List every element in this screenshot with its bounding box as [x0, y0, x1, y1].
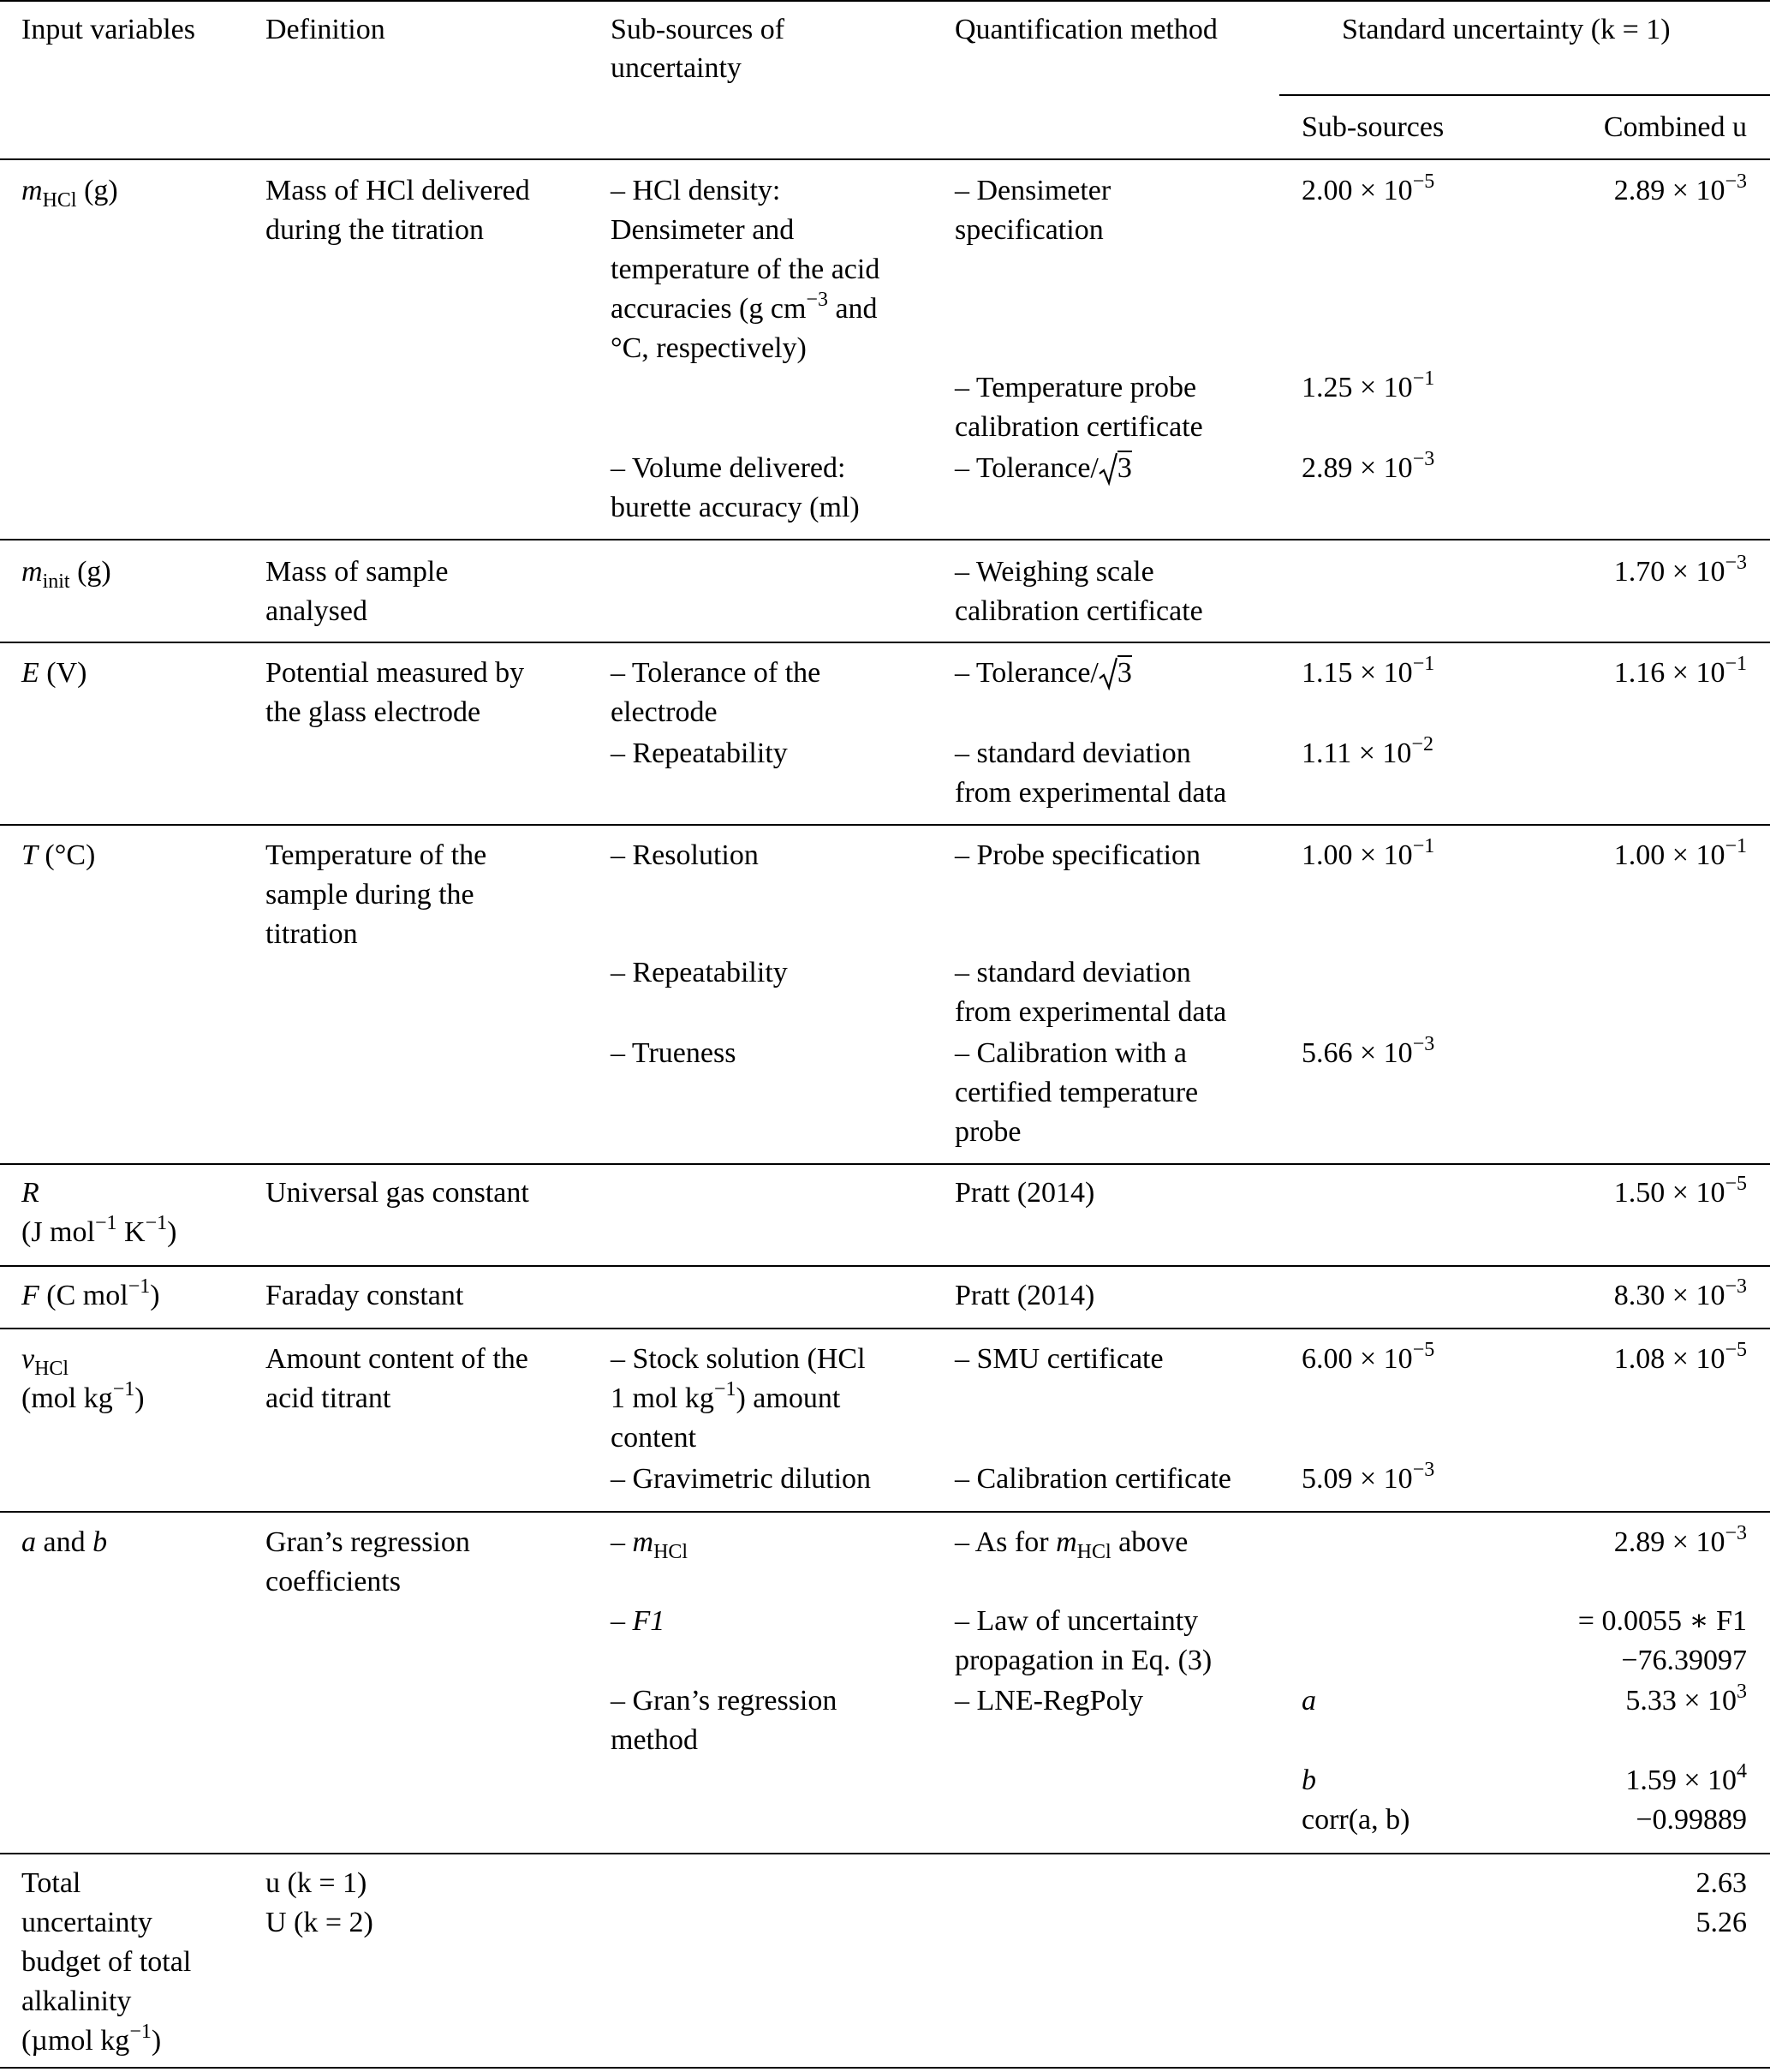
row-rule — [0, 1853, 1770, 1854]
var-t: T (°C) — [21, 839, 96, 871]
q-minit-2: calibration certificate — [955, 595, 1203, 627]
src-vhcl-b: – Gravimetric dilution — [611, 1463, 872, 1495]
sub-mhcl-b: $1.25 \times 10^{-1}$ — [1302, 367, 1435, 403]
var-e: E (V) — [21, 657, 87, 689]
def-mhcl-2: during the titration — [265, 214, 484, 246]
def-r: Universal gas constant — [265, 1177, 529, 1209]
q-e-b1: – standard deviation — [955, 737, 1191, 769]
src-mhcl-a4: accuracies (g $cm^{-3}$ and — [611, 289, 878, 325]
sub-vhcl-b: $5.09 \times 10^{-3}$ — [1302, 1459, 1435, 1495]
row-rule — [0, 1163, 1770, 1165]
q-mhcl-b2: calibration certificate — [955, 411, 1203, 443]
sub-t-a: $1.00 \times 10^{-1}$ — [1302, 835, 1435, 871]
total-u-val: 2.63 — [1696, 1867, 1747, 1899]
combined-ab-a: $2.89 \times 10^{-3}$ — [1613, 1522, 1747, 1558]
var-mhcl: $m_{HCl}$ (g) — [21, 175, 118, 212]
q-mhcl-c: – Tolerance/ 3 — [955, 452, 1132, 484]
src-e-a2: electrode — [611, 696, 718, 728]
q-mhcl-a2: specification — [955, 214, 1104, 246]
q-e-b2: from experimental data — [955, 777, 1227, 809]
q-vhcl-b: – Calibration certificate — [955, 1463, 1231, 1495]
q-t-a: – Probe specification — [955, 839, 1201, 871]
src-mhcl-a1: – HCl density: — [611, 175, 781, 206]
def-t-2: sample during the — [265, 879, 474, 911]
q-t-c3: probe — [955, 1116, 1022, 1148]
src-t-b: – Repeatability — [611, 957, 788, 988]
src-t-a: – Resolution — [611, 839, 759, 871]
q-minit-1: – Weighing scale — [955, 556, 1154, 588]
q-ab-a: – As for $m_{HCl}$ above — [955, 1526, 1189, 1563]
unit-r: (J mol$^{-1}$ $K^{-1}$) — [21, 1212, 177, 1248]
src-e-b: – Repeatability — [611, 737, 788, 769]
row-rule — [0, 1511, 1770, 1513]
src-mhcl-a3: temperature of the acid — [611, 254, 880, 285]
val-ab-corr: −0.99889 — [1636, 1804, 1747, 1836]
q-t-c2: certified temperature — [955, 1077, 1199, 1108]
var-ab: a and b — [21, 1526, 108, 1558]
unit-vhcl: (mol $kg^{-1}$) — [21, 1378, 145, 1414]
src-ab-a: – $m_{HCl}$ — [611, 1526, 688, 1563]
src-t-c: – Trueness — [611, 1037, 736, 1069]
combined-e: $1.16 \times 10^{-1}$ — [1613, 653, 1747, 689]
src-mhcl-c1: – Volume delivered: — [611, 452, 846, 484]
label-ab-b: b — [1302, 1764, 1316, 1796]
q-e-a: – Tolerance/ 3 — [955, 657, 1132, 689]
def-mhcl-1: Mass of HCl delivered — [265, 175, 530, 206]
sub-e-a: $1.15 \times 10^{-1}$ — [1302, 653, 1435, 689]
sub-t-c: $5.66 \times 10^{-3}$ — [1302, 1033, 1435, 1069]
val-ab-a: $5.33 \times 10^3$ — [1625, 1681, 1747, 1717]
q-r: Pratt (2014) — [955, 1177, 1095, 1209]
def-t-3: titration — [265, 918, 358, 950]
sub-mhcl-a: $2.00 \times 10^{-5}$ — [1302, 170, 1435, 206]
combined-mhcl: $2.89 \times 10^{-3}$ — [1613, 170, 1747, 206]
def-vhcl-2: acid titrant — [265, 1382, 391, 1414]
def-ab-1: Gran’s regression — [265, 1526, 470, 1558]
combined-t: $1.00 \times 10^{-1}$ — [1613, 835, 1747, 871]
combined-ab-b1: = 0.0055 ∗ F1 — [1577, 1605, 1747, 1637]
src-mhcl-a5: °C, respectively) — [611, 332, 807, 364]
total-l5: (µmol $kg^{-1}$) — [21, 2021, 162, 2057]
combined-r: $1.50 \times 10^{-5}$ — [1613, 1173, 1747, 1209]
combined-vhcl: $1.08 \times 10^{-5}$ — [1613, 1339, 1747, 1375]
def-e-2: the glass electrode — [265, 696, 481, 728]
q-f: Pratt (2014) — [955, 1280, 1095, 1311]
sqrt-icon — [1099, 656, 1117, 690]
total-l1: Total — [21, 1867, 81, 1899]
q-ab-b1: – Law of uncertainty — [955, 1605, 1199, 1637]
def-vhcl-1: Amount content of the — [265, 1343, 528, 1375]
var-vhcl: $\nu_{HCl}$ — [21, 1343, 69, 1380]
sub-vhcl-a: $6.00 \times 10^{-5}$ — [1302, 1339, 1435, 1375]
row-rule — [0, 824, 1770, 826]
total-U-val: 5.26 — [1696, 1907, 1747, 1938]
q-vhcl-a: – SMU certificate — [955, 1343, 1164, 1375]
var-minit: $m_{init}$ (g) — [21, 556, 111, 593]
src-mhcl-a2: Densimeter and — [611, 214, 795, 246]
total-l3: budget of total — [21, 1946, 192, 1978]
row-rule — [0, 642, 1770, 643]
src-e-a1: – Tolerance of the — [611, 657, 821, 689]
header-definition: Definition — [265, 14, 385, 45]
q-t-b2: from experimental data — [955, 996, 1227, 1028]
header-standard-uncertainty: Standard uncertainty (k = 1) — [1342, 14, 1671, 45]
header-sub-sources-col: Sub-sources — [1302, 111, 1445, 143]
combined-minit: $1.70 \times 10^{-3}$ — [1613, 552, 1747, 588]
total-l4: alkalinity — [21, 1985, 132, 2017]
header-input-variables: Input variables — [21, 14, 195, 45]
val-ab-b: $1.59 \times 10^4$ — [1625, 1760, 1747, 1796]
header-subrule — [1279, 94, 1770, 96]
header-quantification: Quantification method — [955, 14, 1218, 45]
src-ab-c1: – Gran’s regression — [611, 1685, 837, 1717]
bottom-rule — [0, 2067, 1770, 2069]
q-t-c1: – Calibration with a — [955, 1037, 1188, 1069]
src-ab-b: – F1 — [611, 1605, 665, 1637]
header-sub-sources-line1: Sub-sources of — [611, 14, 785, 45]
combined-ab-b2: −76.39097 — [1621, 1645, 1747, 1676]
src-vhcl-a3: content — [611, 1422, 697, 1454]
def-minit-1: Mass of sample — [265, 556, 449, 588]
def-t-1: Temperature of the — [265, 839, 487, 871]
total-u-label: u (k = 1) — [265, 1867, 367, 1899]
q-ab-c: – LNE-RegPoly — [955, 1685, 1144, 1717]
header-sub-sources-line2: uncertainty — [611, 52, 742, 84]
row-rule — [0, 1328, 1770, 1329]
row-rule — [0, 539, 1770, 540]
label-ab-a: a — [1302, 1685, 1316, 1717]
def-ab-2: coefficients — [265, 1566, 401, 1597]
def-e-1: Potential measured by — [265, 657, 525, 689]
def-f: Faraday constant — [265, 1280, 464, 1311]
var-r: R — [21, 1177, 39, 1209]
q-mhcl-b1: – Temperature probe — [955, 372, 1197, 403]
total-U-label: U (k = 2) — [265, 1907, 373, 1938]
def-minit-2: analysed — [265, 595, 367, 627]
row-rule — [0, 1265, 1770, 1267]
top-rule — [0, 0, 1770, 2]
header-rule — [0, 158, 1770, 160]
sub-mhcl-c: $2.89 \times 10^{-3}$ — [1302, 448, 1435, 484]
header-combined-u: Combined u — [1603, 111, 1747, 143]
src-vhcl-a1: – Stock solution (HCl — [611, 1343, 866, 1375]
var-f: F (C mol$^{-1}$) — [21, 1275, 160, 1311]
src-mhcl-c2: burette accuracy (ml) — [611, 492, 860, 523]
combined-f: $8.30 \times 10^{-3}$ — [1613, 1275, 1747, 1311]
src-ab-c2: method — [611, 1724, 698, 1756]
src-vhcl-a2: 1 mol $kg^{-1}$) amount — [611, 1378, 841, 1414]
q-t-b1: – standard deviation — [955, 957, 1191, 988]
label-ab-corr: corr(a, b) — [1302, 1804, 1410, 1836]
sub-e-b: $1.11 \times 10^{-2}$ — [1302, 733, 1433, 769]
q-mhcl-a1: – Densimeter — [955, 175, 1111, 206]
q-ab-b2: propagation in Eq. (3) — [955, 1645, 1213, 1676]
total-l2: uncertainty — [21, 1907, 152, 1938]
sqrt-icon — [1099, 451, 1117, 486]
